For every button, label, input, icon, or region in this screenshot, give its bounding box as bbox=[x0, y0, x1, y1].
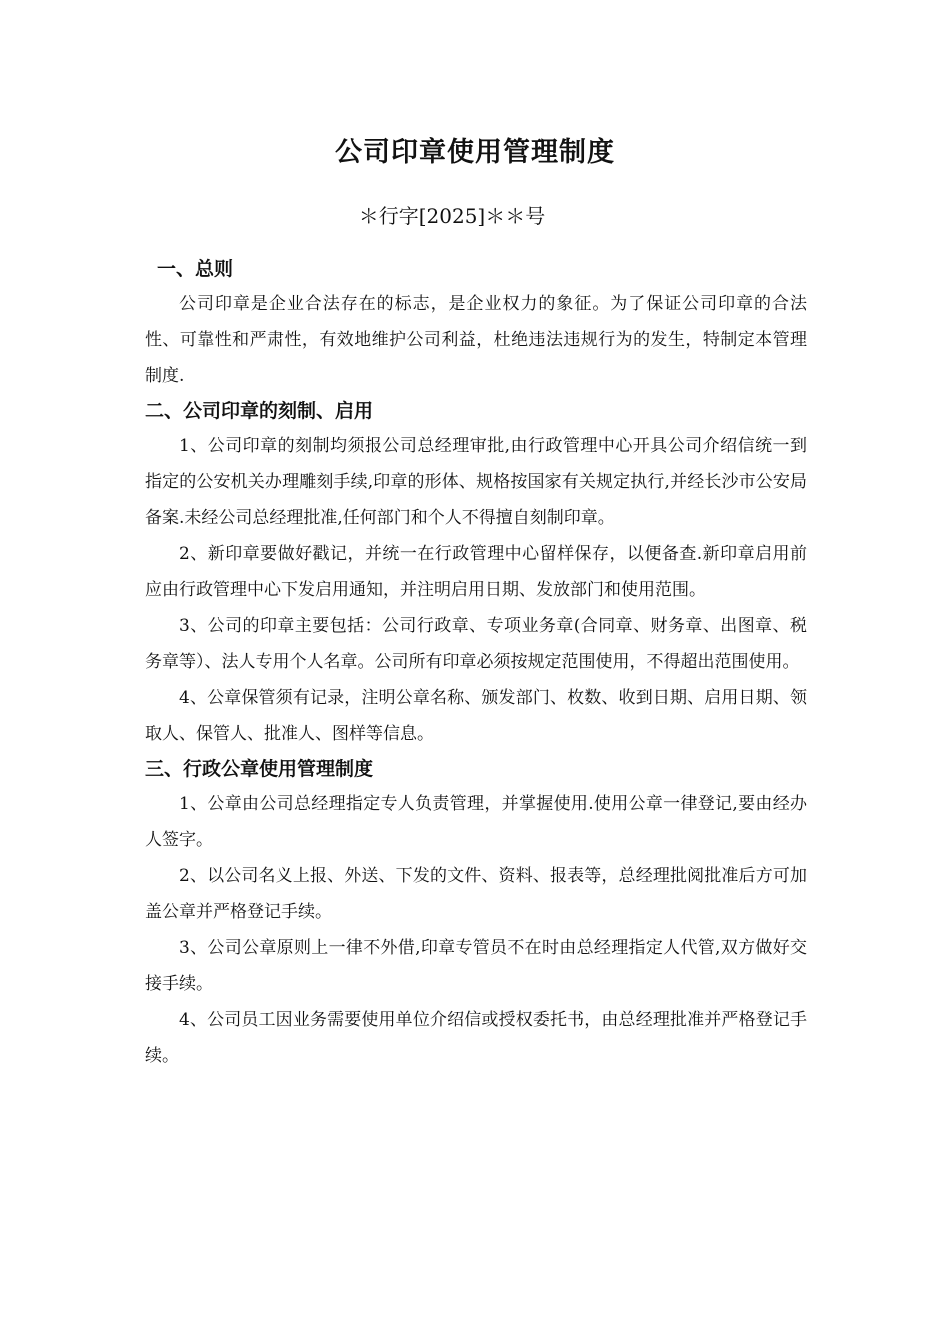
paragraph: 2、新印章要做好戳记，并统一在行政管理中心留样保存，以便备查.新印章启用前应由行政管理中心下发启用通知，并注明启用日期、发放部门和使用范围。 bbox=[145, 544, 807, 600]
section-heading: 一、总则 bbox=[157, 258, 234, 280]
document-number: ＊行字[2025]＊＊号 bbox=[358, 204, 546, 228]
section-heading: 三、行政公章使用管理制度 bbox=[145, 758, 374, 780]
document-body bbox=[145, 252, 807, 1074]
paragraph: 4、公章保管须有记录，注明公章名称、颁发部门、枚数、收到日期、启用日期、领取人、保管人、批准人、图样等信息。 bbox=[145, 688, 807, 744]
paragraph: 1、公司印章的刻制均须报公司总经理审批,由行政管理中心开具公司介绍信统一到指定的公安机关办理雕刻手续,印章的形体、规格按国家有关规定执行,并经长沙市公安局备案.未经公司总经理批准,任何部门和个人不得擅自刻制印章。 bbox=[145, 436, 807, 528]
paragraph: 3、公司的印章主要包括：公司行政章、专项业务章(合同章、财务章、出图章、税务章等）、法人专用个人名章。公司所有印章必须按规定范围使用，不得超出范围使用。 bbox=[145, 616, 807, 672]
section-seal-making bbox=[145, 394, 807, 752]
section-heading: 二、公司印章的刻制、启用 bbox=[145, 400, 374, 422]
section-general bbox=[145, 252, 807, 394]
section-admin-seal-usage bbox=[145, 752, 807, 1074]
paragraph: 3、公司公章原则上一律不外借,印章专管员不在时由总经理指定人代管,双方做好交接手续。 bbox=[145, 938, 807, 994]
document-title: 公司印章使用管理制度 bbox=[335, 137, 615, 168]
paragraph: 公司印章是企业合法存在的标志，是企业权力的象征。为了保证公司印章的合法性、可靠性和严肃性，有效地维护公司利益，杜绝违法违规行为的发生，特制定本管理制度. bbox=[145, 294, 807, 386]
paragraph: 1、公章由公司总经理指定专人负责管理，并掌握使用.使用公章一律登记,要由经办人签字。 bbox=[145, 794, 807, 850]
paragraph: 2、以公司名义上报、外送、下发的文件、资料、报表等，总经理批阅批准后方可加盖公章并严格登记手续。 bbox=[145, 866, 807, 922]
paragraph: 4、公司员工因业务需要使用单位介绍信或授权委托书，由总经理批准并严格登记手续。 bbox=[145, 1010, 807, 1066]
